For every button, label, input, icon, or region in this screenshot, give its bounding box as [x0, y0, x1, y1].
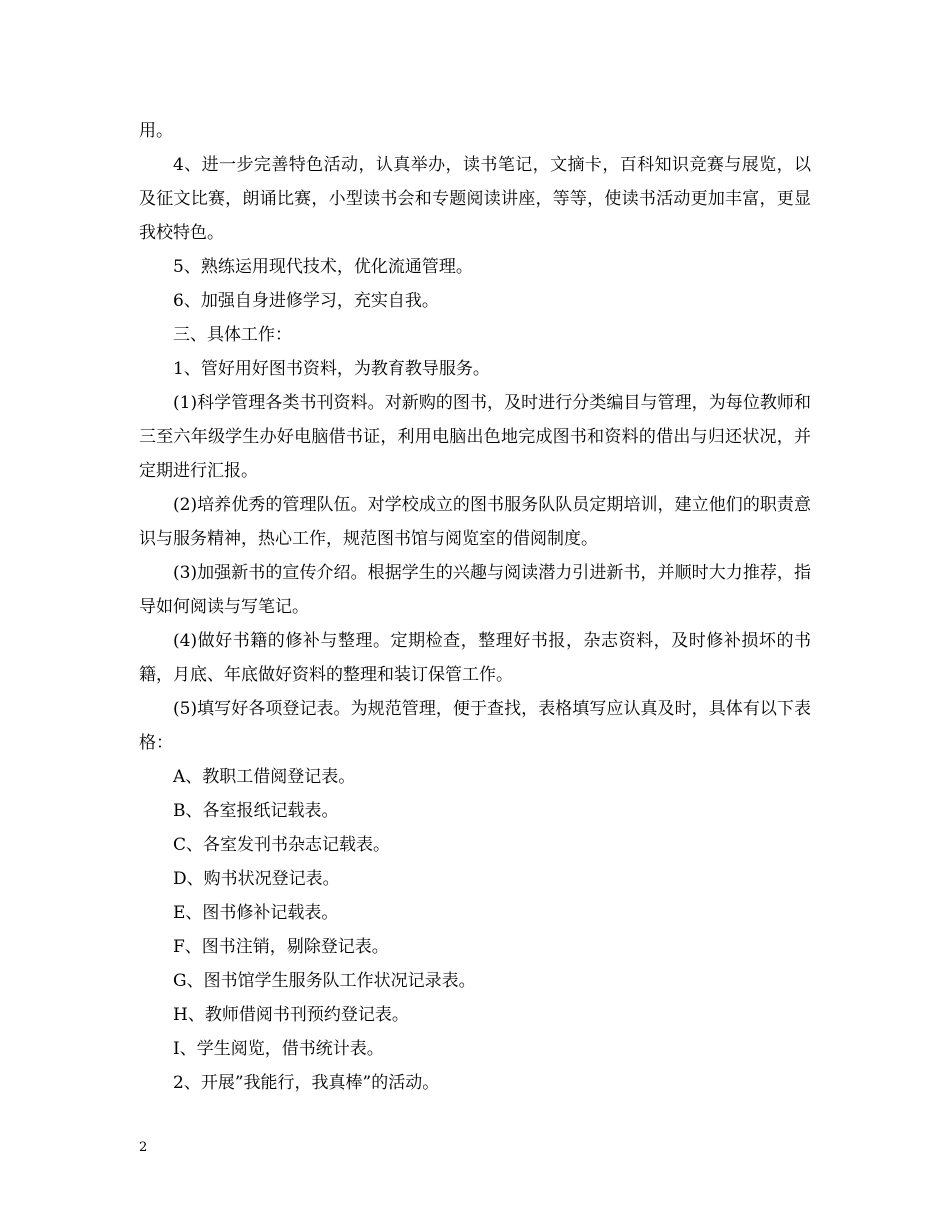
paragraph-subitem-3: (3)加强新书的宣传介绍。根据学生的兴趣与阅读潜力引进新书，并顺时大力推荐，指导如何阅读与写笔记。 — [139, 563, 811, 617]
list-item-b: B、各室报纸记载表。 — [173, 801, 339, 821]
section-heading-specific-work: 三、具体工作： — [173, 325, 292, 345]
list-item-i: I、学生阅览，借书统计表。 — [173, 1039, 384, 1059]
paragraph-work-1: 1、管好用好图书资料，为教育教导服务。 — [173, 359, 490, 379]
paragraph-subitem-2: (2)培养优秀的管理队伍。对学校成立的图书服务队队员定期培训，建立他们的职责意识与服务精神，热心工作，规范图书馆与阅览室的借阅制度。 — [139, 495, 811, 549]
document-body — [139, 114, 811, 1100]
list-item-a: A、教职工借阅登记表。 — [173, 767, 356, 787]
list-item-c: C、各室发刊书杂志记载表。 — [173, 835, 391, 855]
paragraph-subitem-1: (1)科学管理各类书刊资料。对新购的图书，及时进行分类编目与管理，为每位教师和三至六年级学生办好电脑借书证，利用电脑出色地完成图书和资料的借出与归还状况，并定期进行汇报。 — [139, 393, 811, 481]
paragraph-item-5: 5、熟练运用现代技术，优化流通管理。 — [173, 257, 473, 277]
paragraph-item-4: 4、进一步完善特色活动，认真举办，读书笔记，文摘卡，百科知识竞赛与展览，以及征文比赛，朗诵比赛，小型读书会和专题阅读讲座，等等，使读书活动更加丰富，更显我校特色。 — [139, 155, 811, 243]
list-item-f: F、图书注销，剔除登记表。 — [173, 937, 389, 957]
list-item-g: G、图书馆学生服务队工作状况记录表。 — [173, 971, 476, 991]
paragraph-subitem-5: (5)填写好各项登记表。为规范管理，便于查找，表格填写应认真及时，具体有以下表格： — [139, 699, 811, 753]
paragraph-item-6: 6、加强自身进修学习，充实自我。 — [173, 291, 439, 311]
paragraph-work-2: 2、开展”我能行，我真棒”的活动。 — [173, 1073, 440, 1093]
page-number: 2 — [139, 1140, 148, 1155]
list-item-h: H、教师借阅书刊预约登记表。 — [173, 1005, 409, 1025]
list-item-e: E、图书修补记载表。 — [173, 903, 339, 923]
list-item-d: D、购书状况登记表。 — [173, 869, 340, 889]
paragraph-continuation: 用。 — [139, 121, 173, 141]
paragraph-subitem-4: (4)做好书籍的修补与整理。定期检查，整理好书报，杂志资料，及时修补损坏的书籍，月底、年底做好资料的整理和装订保管工作。 — [139, 631, 811, 685]
